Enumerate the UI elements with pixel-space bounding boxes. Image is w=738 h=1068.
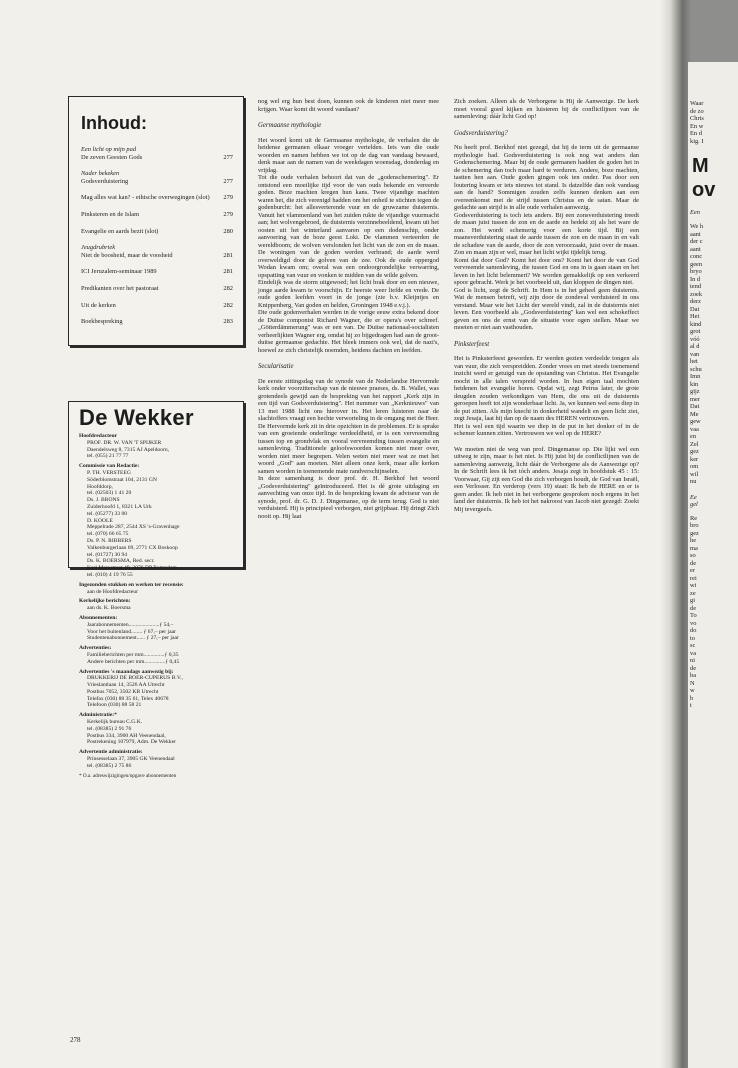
colophon-line: tel. (05277) 33 00 xyxy=(87,510,128,517)
colophon-block xyxy=(79,652,235,666)
colophon-block xyxy=(79,440,235,460)
colophon-line: aan de Hoofdredacteur xyxy=(87,588,138,595)
right-page-line: aant xyxy=(690,230,701,238)
toc-entry xyxy=(81,228,233,236)
right-page-line: b xyxy=(690,694,694,702)
colophon-block xyxy=(79,518,235,538)
right-page-line: En d xyxy=(690,130,702,137)
right-page-line: ze xyxy=(690,589,696,597)
toc-entry-title-block xyxy=(81,170,214,185)
right-page-line: vaa xyxy=(690,425,699,433)
right-page-line: het xyxy=(690,358,698,365)
right-page-line: Dat xyxy=(690,403,700,410)
right-page-line: Dat xyxy=(690,305,700,313)
right-page-line: Imn xyxy=(690,373,701,380)
right-page-line: En w xyxy=(690,122,704,130)
page-number: 278 xyxy=(70,1036,81,1044)
right-page-line: ba xyxy=(690,672,697,679)
colophon-block xyxy=(79,538,235,558)
article-paragraph: Die oude godenverhalen werden in de vorige eeuw extra bekend door de Duitse componist Richard Wagner, die er opera's over schreef. „Götterdämmerung" was er een van. De Duitse nationaal-socialisten verheerlijkten Wagner erg, omdat hij zo bijgedragen had aan de groot-duitse germaanse gedachte. Het bleek immers ook wel, dat de nazi's, hoewel ze zich christelijk noemden, heidens dachten en leefden. xyxy=(258,309,439,354)
right-page-line: kin xyxy=(690,380,699,388)
right-page-line: conc xyxy=(690,253,703,260)
right-page-line: bro xyxy=(690,522,699,529)
article-column-2 xyxy=(454,98,639,513)
right-page-line: der c xyxy=(690,238,703,245)
toc-entry-title-block xyxy=(81,285,214,293)
right-page-line: gez xyxy=(690,448,699,455)
right-page-line: zoek xyxy=(690,290,703,298)
article-paragraph: We moeten niet de weg van prof. Dingemanse op. Die lijkt wel een uitweg te zijn, maar is het niet. Is Hij juist bij de conflictlijnen van de samenleving aanwezig, licht dáár de Verborgene als de Aanwezige op? In de Schrift lees ik het tóch anders. Jesaja zegt in hoofdstuk 45 : 15: Voorwaar, Gij zijt een God die zich verborgen houdt, de God van Israël, een Verlosser. En verderop (vers 19) staat: Ik heb de HERE en er is geen ander. Ik heb niet in het verborgene gesproken noch ergens in het land der duisternis. Ik heb tot het nakroost van Jacob niet gezegd: Zoekt Mij tevergeefs. xyxy=(454,445,639,513)
toc-entry-title: Uit de kerken xyxy=(81,301,116,309)
toc-entries xyxy=(81,146,233,326)
colophon-line: Zuiderhoofd 1, 8321 LA Urk xyxy=(87,503,152,510)
toc-entry-title-block xyxy=(81,244,214,259)
right-page-line: rei xyxy=(690,574,697,582)
toc-entry-title: Mag alles wat kan? - ethische overwegingen (slot) xyxy=(81,194,210,202)
colophon-block xyxy=(79,558,235,578)
toc-entry xyxy=(81,318,233,326)
toc-entry-page: 280 xyxy=(223,227,233,235)
section-heading: Germaanse mythologie xyxy=(258,122,322,129)
right-page-line: ma xyxy=(690,544,698,552)
colophon-lines xyxy=(79,433,235,770)
colophon-line: Prinsesselaan 37, 3905 GK Veenendaal xyxy=(87,756,175,763)
toc-entry xyxy=(81,211,233,219)
right-page-line: geen xyxy=(690,260,703,268)
right-page-line: w xyxy=(690,687,695,694)
colophon-line: D. KOOLE xyxy=(87,517,113,524)
colophon-line: Karl Marxstraat 49, 3076 DP Rotterdam xyxy=(87,565,177,572)
article-paragraph: Eindelijk was de storm uitgewoed; het licht brak door en een nieuwe, jonge aarde kwam te voorschijn. Er heerste weer liefde en vrede. De oude goden leefden voort in de jonge (zie b.v. Kleijntjes en Knippenberg, Van goden en helden, Groningen 1948 e.v.j.). xyxy=(258,279,439,309)
colophon-line: Andere berichten per mm...............ƒ 0,45 xyxy=(87,658,180,665)
right-page-line: ker xyxy=(690,455,699,463)
right-page-line: wil xyxy=(690,470,699,478)
toc-entry-title-block xyxy=(81,211,214,219)
right-page-line: to xyxy=(690,634,695,642)
toc-entry-title-block xyxy=(81,194,214,202)
colophon-line: Vrieslantlaan 14, 3526 AA Utrecht xyxy=(87,682,165,689)
right-page-line: gew xyxy=(690,418,701,425)
colophon-label: Kerkelijke berichten: xyxy=(79,598,131,605)
toc-entry-page: 282 xyxy=(223,284,233,292)
toc-title: Inhoud: xyxy=(81,113,147,133)
colophon-line: Ds. K. BOERSMA, Red. secr. xyxy=(87,558,155,565)
right-page-line: de zo xyxy=(690,107,704,115)
toc-entry-title: Evangelie en aards bezit (slot) xyxy=(81,227,159,235)
colophon-line: P. TH. VERSTEEG xyxy=(87,469,131,476)
colophon-line: Familieberichten per mm...............ƒ 0,35 xyxy=(87,651,179,658)
right-page-line: kig. I xyxy=(690,137,704,145)
toc-entry-kicker: Jeugdrubriek xyxy=(81,244,116,252)
right-page-heading: M xyxy=(692,155,709,177)
colophon-line: tel. (070) 66 65 75 xyxy=(87,531,129,538)
toc-entry xyxy=(81,194,233,202)
right-page-line: In d xyxy=(690,275,701,283)
section-heading: Godsverduistering? xyxy=(454,129,508,137)
colophon-line: tel. (010) 4 19 76 55 xyxy=(87,571,133,578)
colophon-block xyxy=(79,589,235,596)
toc-entry-page: 279 xyxy=(223,210,233,218)
colophon-line: Telefax (030) 88 35 61, Telex 40678 xyxy=(87,695,169,702)
colophon-line: tel. (08385) 2 75 86 xyxy=(87,762,132,769)
toc-entry-page: 277 xyxy=(223,177,233,185)
colophon-line: Voor het buitenland........ ƒ 67,– per jaar xyxy=(87,628,176,635)
toc-entry xyxy=(81,146,233,161)
section-heading: Secularisatie xyxy=(258,363,294,370)
right-page-line: ni xyxy=(690,657,695,664)
article-paragraph: Het woord komt uit de Germaanse mythologie, de verhalen die de heidense germanen elkaar vroeger vertelden. Iets van die oude woorden en namen hebben we tot op de dag van vandaag bewaard, denk maar aan de namen van de weekdagen woensdag, donderdag en vrijdag. xyxy=(258,136,439,174)
right-page-line: en xyxy=(690,433,697,440)
colophon-footnote: * O.a. adreswijzigingen/opgave abonnementen xyxy=(79,772,177,779)
right-page-line: gez xyxy=(690,529,699,537)
toc-entry-title-block xyxy=(81,318,214,326)
right-page-line: vóó xyxy=(690,335,700,343)
colophon-label: Abonnementen: xyxy=(79,614,118,621)
colophon-label: Advertenties 's maandags aanwezig bij: xyxy=(79,668,174,675)
toc-entry-title-block xyxy=(81,268,214,276)
toc-entry-title: Niet de boosheid, maar de voosheid xyxy=(81,251,173,259)
right-page-line: tend xyxy=(690,283,702,290)
colophon-line: Telefoon (030) 88 58 21 xyxy=(87,702,142,709)
right-page-subhead: gel xyxy=(690,501,698,508)
colophon-line: Hoofddorp, xyxy=(87,483,113,490)
article-paragraph: De eerste zittingsdag van de synode van de Nederlandse Hervormde kerk onder voorzitterschap van de nieuwe praeses, ds. B. Wallet, was grotendeels gewijd aan de bespreking van het rapport „Kerk zijn in een tijd van Godsverduistering". Het nummer van „Kerknieuws" van 13 mei 1988 licht ons hierover in. Het leren luisteren naar de slachtoffers vraagt een hechte verworteling in de omgang met de Heer. De Hervormde kerk zit in drie opzichten in de problemen. Er is sprake van een groeiende onderlinge verdeeldheid, er is een vervreemding tussen top en grondvlak en vooral vervreemding tussen evangelie en samenleving. Traditionele geloofswoorden komen niet meer over, worden niet meer begrepen. Velen weten niet meer wat ze met het woord „God" aan moeten. Niet alleen onze kerk, maar alle kerken samen worden in toenemende mate randverschijnselen. xyxy=(258,377,439,475)
toc-entry-page: 277 xyxy=(223,153,233,161)
colophon-block xyxy=(79,675,235,709)
colophon-label: Commissie van Redactie: xyxy=(79,463,140,470)
right-page-line: he xyxy=(690,537,697,544)
right-page-line: de xyxy=(690,664,697,672)
right-page-line: derz xyxy=(690,298,701,305)
colophon-label: Administratie:* xyxy=(79,712,117,719)
article-column-1 xyxy=(258,98,439,520)
toc-entry-title: Godsverduistering xyxy=(81,177,129,185)
toc-entry-page: 281 xyxy=(223,251,233,259)
colophon-line: Daendelsweg 8, 7315 AJ Apeldoorn, xyxy=(87,446,170,453)
toc-entry xyxy=(81,302,233,310)
right-page-line: gijz xyxy=(690,388,700,395)
right-page-line: t xyxy=(690,702,692,709)
right-page-subhead: Een xyxy=(690,209,700,216)
toc-entry-kicker: Een licht op mijn pad xyxy=(81,146,137,153)
article-paragraph: God is licht, zegt de Schrift. In Hem is in het geheel geen duisternis. Wat de mensen betreft, wij zijn door de zondeval verduisterd in ons verstand. Maar wie het Licht der wereld vindt, zal in de duisternis niet leven. Een voorbeeld als „Godsverduistering" kan wel een schokeffect geven en ons de ernst van de situatie voor ogen stellen. Maar we moeten er niet aan vasthouden. xyxy=(454,286,639,331)
colophon-block xyxy=(79,497,235,517)
right-page-line: mer xyxy=(690,395,700,403)
right-page-line: To xyxy=(690,612,697,619)
right-page-line: vo xyxy=(690,619,697,627)
toc-entry xyxy=(81,170,233,185)
colophon-line: Kerkelijk bureau C.G.K. xyxy=(87,719,143,726)
right-page-line: al d xyxy=(690,343,700,350)
colophon-label: Advertenties: xyxy=(79,645,112,652)
right-page-line: grot xyxy=(690,328,701,335)
colophon-block xyxy=(79,605,235,612)
section-heading: Pinksterfeest xyxy=(454,340,490,348)
toc-entry-title-block xyxy=(81,302,214,310)
article-paragraph: In deze samenhang is door prof. dr. H. Berkhof het woord „Godsverduistering" geïntroduceerd. Het is dé grote uitdaging en aanvechting van onze tijd. In de bespreking kwam de adviseur van de synode, prof. dr. G. D. J. Dingemanse, op de term terug. God is niet verduisterd. Hij is principieel verborgen, niet grijpbaar. Hij dringt Zich nooit op. Hij laat xyxy=(258,475,439,520)
colophon-box xyxy=(68,401,244,779)
colophon-label: Advertentie administratie: xyxy=(79,749,143,756)
colophon-line: Jaarabonnementen......................ƒ 54,– xyxy=(87,621,174,628)
right-page-line: Me xyxy=(690,410,699,418)
toc-entry-page: 279 xyxy=(223,194,233,202)
right-page-line: wi xyxy=(690,582,697,589)
colophon-line: aan ds. K. Boersma xyxy=(87,605,131,612)
toc-entry-title: ICI Jeruzalem-seminaar 1989 xyxy=(81,268,157,276)
article-paragraph: Komt dat door God? Komt het door ons? Komt het door de van God vervreemde samenleving, die tussen God en ons in is gaan staan en het leven in het licht belemmert? We worden gemakkelijk op een verkeerd spoor gebracht. Werk je het voorbeeld uit, dan kloppen de dingen niet. xyxy=(454,256,639,286)
right-page-line: Waar xyxy=(690,100,704,107)
table-of-contents xyxy=(68,96,244,346)
right-page-line: va xyxy=(690,649,697,657)
right-page-line: kind xyxy=(690,320,702,328)
toc-entry xyxy=(81,268,233,276)
colophon-block xyxy=(79,756,235,770)
right-page-line: sc xyxy=(690,642,696,649)
right-page-line: de xyxy=(690,604,697,612)
masthead-logo: De Wekker xyxy=(79,405,194,430)
article-paragraph: Nu heeft prof. Berkhof niet gezegd, dat hij de term uit de germaanse mythologie had. Godsverduistering is ook nog wat anders dan Godenschemering. Maar bij de oude germanen hadden de goden het in de schemering dan toch maar hard te verduren. Andere, boze machten, tastten hen aan. Oude goden gingen ook ten onder. Pas door een loutering kwam er iets nieuws tot stand. Is datzelfde dan ook vandaag aan de hand? Sommigen zouden zelfs kunnen denken aan een overeenkomst met de strijd tussen Christus en de satan. Maar de gedachte aan strijd is in alle oude verhalen aanwezig. xyxy=(454,144,639,211)
right-page-subhead: Ee xyxy=(690,493,697,501)
page-gutter xyxy=(660,0,690,1068)
right-page xyxy=(688,62,738,1068)
colophon-line: Postrekening 107979, Adm. De Wekker xyxy=(87,739,176,746)
right-page-line: Zel xyxy=(690,440,699,448)
right-page-line: N xyxy=(690,679,695,687)
right-page-line: aant xyxy=(690,245,701,253)
toc-entry-page: 281 xyxy=(223,268,233,276)
colophon-block xyxy=(79,470,235,497)
article-paragraph: Godsverduistering is toch iets anders. Bij een zonsverduistering treedt de maan juist tussen de zon en de aarde en bedekt zij als het ware de zon. Het wordt schemerig voor een korte tijd. Bij een maansverduistering staat de aarde tussen de zon en de maan in en valt de schaduw van de aarde, door de zon veroorzaakt, juist over de maan. Zon en maan zijn er wel, maar het licht wijkt tijdelijk terug. xyxy=(454,211,639,256)
article-paragraph: nog wel erg hun best doen, kunnen ook de kinderen niet meer mee krijgen. Waar komt dit woord vandaan? xyxy=(258,98,439,113)
colophon-line: Valkenburgerlaan 69, 2771 CX Boskoop xyxy=(87,544,178,551)
colophon-line: tel. (08385) 2 91 76 xyxy=(87,725,132,732)
colophon-line: Studentenabonnement...... ƒ 27,– per jaar xyxy=(87,635,179,642)
colophon-line: tel. (01727) 30 94 xyxy=(87,551,128,558)
colophon-line: Postbus 334, 3900 AH Veenendaal, xyxy=(87,732,166,739)
toc-entry-title: Pinksteren en de Islam xyxy=(81,210,140,218)
toc-entry-page: 283 xyxy=(223,318,233,326)
colophon-line: DRUKKERIJ DE BOER-CUPERUS B.V., xyxy=(87,675,183,682)
colophon-label: Hoofdredacteur xyxy=(79,433,118,439)
right-page-line: er xyxy=(690,567,695,574)
right-page-line: gi xyxy=(690,597,695,604)
colophon-line: Ds. P. N. RIBBERS xyxy=(87,537,132,544)
toc-entry xyxy=(81,285,233,293)
right-page-line: We h xyxy=(690,223,704,230)
colophon-block xyxy=(79,719,235,746)
article-paragraph: Het is wel een tijd waarin we diep in de put in het donker of in de schemer kunnen zitten. Vertrouwen we wel op de HERE? xyxy=(454,422,639,437)
colophon-line: PROF. DR. W. VAN 'T SPIJKER xyxy=(87,439,162,446)
toc-entry-title-block xyxy=(81,146,214,161)
colophon-line: tel. (055) 21 77 77 xyxy=(87,453,129,460)
toc-entry-kicker: Nader bekeken xyxy=(81,170,120,178)
right-page-line: om xyxy=(690,463,699,470)
colophon-label: Ingezonden stukken en werken ter recensie: xyxy=(79,581,184,588)
paragraph-gap xyxy=(454,438,639,446)
toc-entry-title: De zeven Geesten Gods xyxy=(81,153,143,161)
article-paragraph: Het is Pinksterfeest geworden. Er werden gezien verdeelde tongen als van vuur, die zich verspreidden. Zonder vrees en met steeds toenemend inzicht werd er getuigd van de opstanding van Christus. Het Evangelie mocht in alle talen verspreid worden. In hun eigen taal mochten heidenen het evangelie horen. Opdat wij, zegt Petrus later, de grote deugden zouden verkondigen van Hem, die ons uit de duisternis geroepen heeft tot zijn wonderbaar licht. Ja, we kunnen wel eens diep in de put zitten. Als mijn knecht in donkerheid wandelt en geen licht ziet, zegt Jesaja, laat hij dan op de naam des HEREN vertrouwen. xyxy=(454,355,639,422)
right-page-heading: ov xyxy=(692,179,716,201)
toc-entry xyxy=(81,244,233,259)
right-page-line: Re xyxy=(690,514,698,522)
right-page-line: Chris xyxy=(690,115,704,122)
toc-entry-title-block xyxy=(81,228,214,236)
colophon-block xyxy=(79,622,235,642)
toc-entry-title: Boekbespreking xyxy=(81,318,123,326)
right-page-line: de xyxy=(690,559,697,567)
colophon-line: Postbus 7052, 3502 KB Utrecht xyxy=(87,688,159,695)
article-paragraph: Zich zoeken. Alleen als de Verborgene is Hij de Aanwezige. De kerk moet vooral goed kijken en luisteren bij de conflictlijnen van de samenleving: dáár licht God op! xyxy=(454,98,639,120)
colophon-line: Söderblomstraat 104, 2131 GN xyxy=(87,476,157,483)
right-page-line: bryo xyxy=(690,268,702,275)
article-paragraph: Tot die oude verhalen behoort dat van de „godenschemering". Er ontstond een moeilijke tijd voor de van ouds bekende en vereerde goden. Boze machten kregen hun kans. Twee vijandige machten waren het, die zich verenigd hadden om het onheil te stichten tegen de godenburcht: het allesverterende vuur en de gruwzame duisternis. Vanuit het vlammenland van het zuiden rukte de vijandige vuurmacht aan; het wolvengebroed, de duisternis verzinnebeeldend, kwam uit het oosten uit het winterland aanvaren op een dodenschip, onder aanvoering van de boze geest Loki. De vlammen verteerden de wereldboom; de wolven verslonden het licht van de zon en de maan. De woningen van de goden werden verbrand; de aarde werd overweldigd door de golven van de zee. Ook de oude oppergod Wodan kwam om; overal was een ondoorgrondelijke verwarring, opspatting van vuur en vonken te midden van de wilde golven. xyxy=(258,174,439,279)
right-page-line: schu xyxy=(690,365,702,373)
right-page-line: Het xyxy=(690,313,700,320)
right-page-line: nu xyxy=(690,478,697,485)
colophon-line: tel. (02503) 1 41 20 xyxy=(87,490,132,497)
right-page-line: so xyxy=(690,552,696,559)
toc-entry-title: Predikanten over het pastoraat xyxy=(81,284,159,292)
toc-entry-page: 282 xyxy=(223,301,233,309)
right-page-line: van xyxy=(690,350,700,358)
right-page-line: do xyxy=(690,627,697,634)
colophon-line: Meppelrade 287, 2544 XS 's-Gravenhage xyxy=(87,524,180,531)
colophon-line: Ds. J. BRONS xyxy=(87,497,120,504)
